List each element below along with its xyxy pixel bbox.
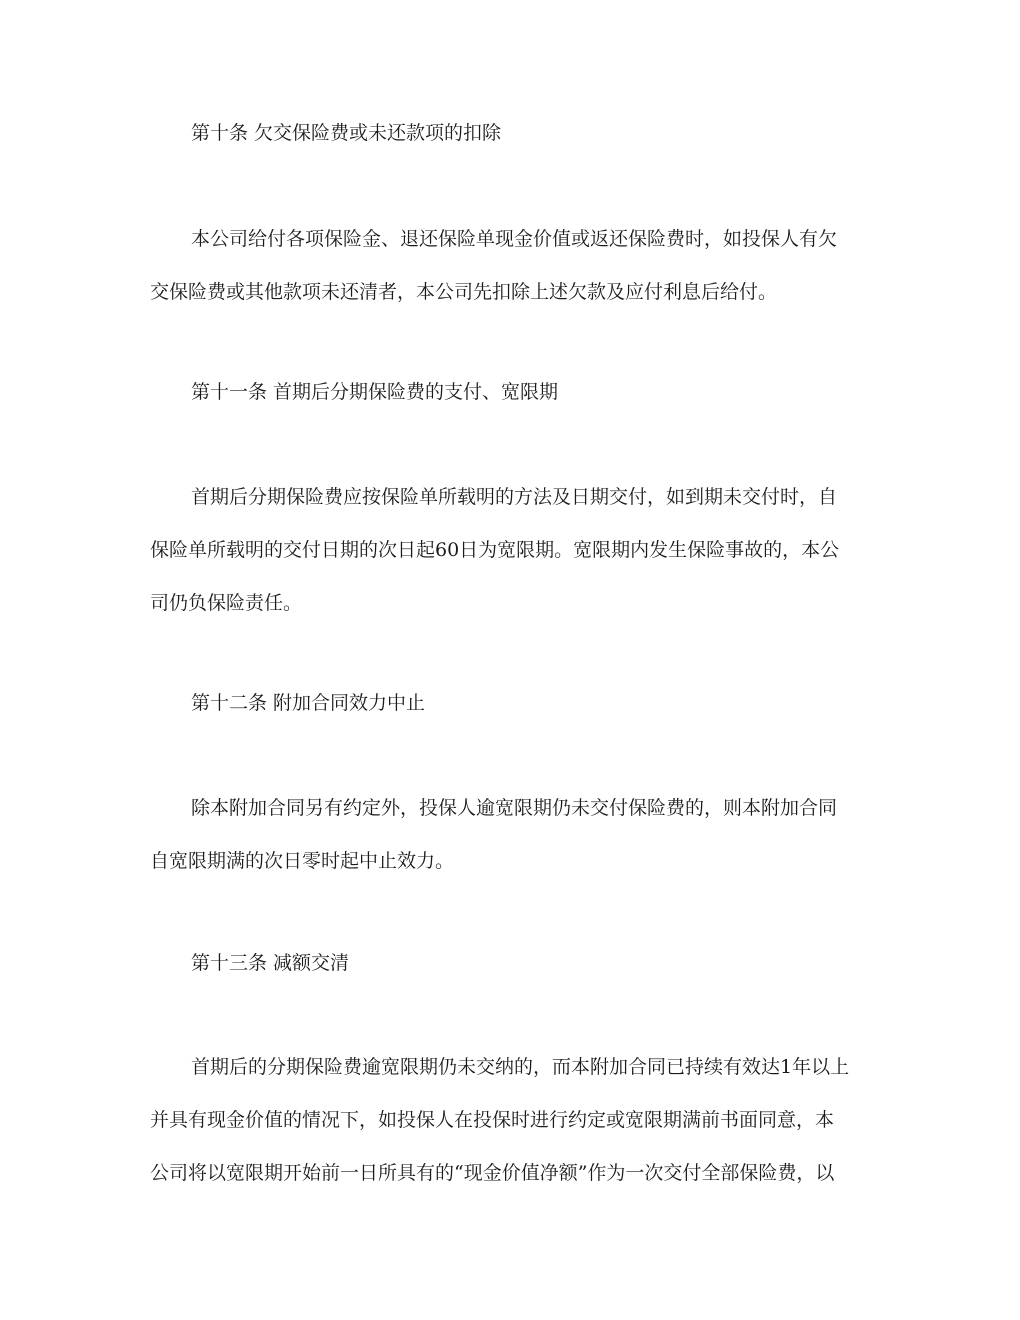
section-heading: 第十二条 附加合同效力中止 (191, 692, 426, 714)
paragraph-line: 公司将以宽限期开始前一日所具有的“现金价值净额”作为一次交付全部保险费，以 (150, 1162, 835, 1184)
paragraph-line: 除本附加合同另有约定外，投保人逾宽限期仍未交付保险费的，则本附加合同 (191, 797, 838, 819)
paragraph-line: 保险单所载明的交付日期的次日起60日为宽限期。宽限期内发生保险事故的，本公 (150, 539, 840, 561)
section-heading: 第十一条 首期后分期保险费的支付、宽限期 (191, 381, 559, 403)
paragraph-line: 本公司给付各项保险金、退还保险单现金价值或返还保险费时，如投保人有欠 (191, 228, 838, 250)
paragraph-line: 首期后分期保险费应按保险单所载明的方法及日期交付，如到期未交付时，自 (191, 486, 838, 508)
paragraph-line: 并具有现金价值的情况下，如投保人在投保时进行约定或宽限期满前书面同意，本 (150, 1109, 835, 1131)
section-heading: 第十三条 减额交清 (191, 952, 350, 974)
paragraph-line: 自宽限期满的次日零时起中止效力。 (150, 850, 455, 872)
paragraph-line: 首期后的分期保险费逾宽限期仍未交纳的，而本附加合同已持续有效达1年以上 (191, 1056, 850, 1078)
paragraph-line: 交保险费或其他款项未还清者，本公司先扣除上述欠款及应付利息后给付。 (150, 281, 778, 303)
paragraph-line: 司仍负保险责任。 (150, 592, 303, 614)
section-heading: 第十条 欠交保险费或未还款项的扣除 (191, 122, 502, 144)
